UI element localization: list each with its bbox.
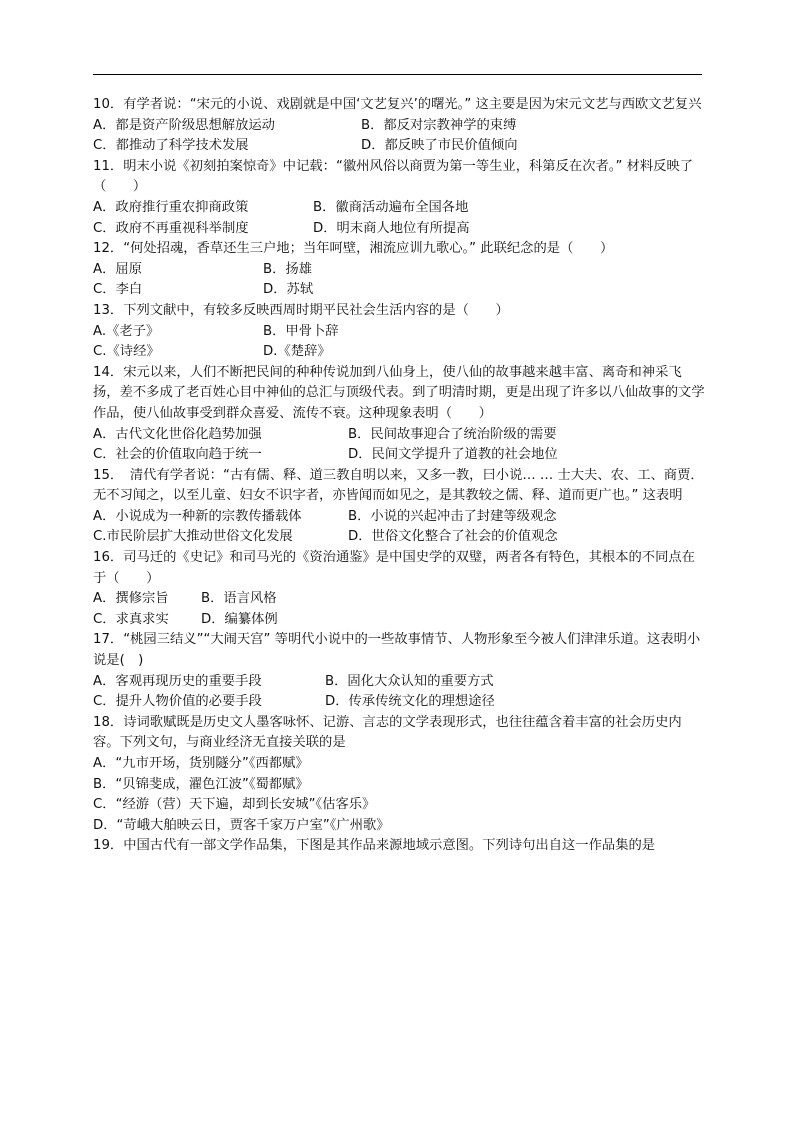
header-rule (93, 74, 702, 75)
question-stem: 10．有学者说：“宋元的小说、戏剧就是中国‘文艺复兴’的曙光。” 这主要是因为宋元文艺与西欧文艺复兴 (93, 97, 702, 112)
question-17 (93, 630, 705, 712)
option-b[interactable]: B．固化大众认知的重要方式 (325, 673, 494, 689)
option-b[interactable]: B．甲骨卜辞 (263, 323, 339, 339)
question-13 (93, 301, 705, 363)
option-a[interactable]: A．“九市开场，货别隧分”《西都赋》 (93, 756, 309, 771)
option-d[interactable]: D．民间文学提升了道教的社会地位 (348, 447, 558, 463)
option-a[interactable]: A．政府推行重农抑商政策 (93, 199, 249, 215)
question-stem: 19．中国古代有一部文学作品集，下图是其作品来源地域示意图。下列诗句出自这一作品集的是 (93, 838, 656, 854)
question-10 (93, 95, 705, 157)
option-d[interactable]: D．“苛峨大舶映云日，贾客千家万户室”《广州歌》 (93, 817, 390, 833)
question-stem: 14．宋元以来，人们不断把民间的种种传说加到八仙身上，使八仙的故事越来越丰富、离奇和神采飞扬，差不多成了老百姓心目中神仙的总汇与顶级代表。到了明清时期，更是出现了许多以八仙故事的文学作品，使八仙故事受到群众喜爱、流传不衰。这种现象表明（ ） (93, 364, 705, 421)
option-c[interactable]: C．政府不再重视科举制度 (93, 220, 249, 236)
option-b[interactable]: B．语言风格 (201, 591, 277, 607)
option-a[interactable]: A.《老子》 (93, 323, 160, 339)
option-b[interactable]: B．都反对宗教神学的束缚 (361, 117, 517, 133)
option-d[interactable]: D.《楚辞》 (263, 344, 331, 360)
question-stem: 18．诗词歌赋既是历史文人墨客咏怀、记游、言志的文学表现形式，也往往蕴含着丰富的社会历史内容。下列文句，与商业经济无直接关联的是 (93, 714, 682, 751)
question-19 (93, 836, 705, 857)
option-b[interactable]: B．小说的兴起冲击了封建等级观念 (348, 508, 557, 524)
question-stem: 13．下列文献中，有较多反映西周时期平民社会生活内容的是（ ） (93, 302, 509, 318)
option-c[interactable]: C．都推动了科学技术发展 (93, 138, 249, 154)
question-stem: 11．明末小说《初刻拍案惊奇》中记载：“徽州风俗以商贾为第一等生业，科第反在次者。” 材料反映了（ ） (93, 158, 694, 195)
question-stem: 12．“何处招魂，香草还生三户地；当年呵壁，湘流应训九歌心。” 此联纪念的是（ ） (93, 241, 614, 257)
option-c[interactable]: C．“经游（营）天下遍，却到长安城”《估客乐》 (93, 797, 376, 813)
question-14 (93, 363, 705, 466)
option-d[interactable]: D．传承传统文化的理想途径 (325, 694, 495, 710)
question-stem: 17．“桃园三结义”“大闹天宫” 等明代小说中的一些故事情节、人物形象至今被人们津津乐道。这表明小说是( ) (93, 632, 701, 669)
question-stem: 15． 清代有学者说：“古有儒、释、道三教自明以来，又多一教，曰小说… … 士大夫、农、工、商贾．无不习闻之，以至儿童、妇女不识字者，亦皆闻而如见之，是其教较之儒、释、道而更广也。” 这表明 (93, 467, 704, 504)
option-d[interactable]: D．世俗文化整合了社会的价值观念 (348, 529, 558, 545)
option-a[interactable]: A．古代文化世俗化趋势加强 (93, 426, 262, 442)
option-a[interactable]: A．撰修宗旨 (93, 591, 169, 607)
question-stem: 16．司马迁的《史记》和司马光的《资治通鉴》是中国史学的双璧，两者各有特色，其根本的不同点在于（ ） (93, 550, 695, 586)
exam-content (93, 95, 705, 857)
option-c[interactable]: C.市民阶层扩大推动世俗文化发展 (93, 529, 293, 545)
option-b[interactable]: B．徽商活动遍布全国各地 (313, 199, 469, 215)
option-b[interactable]: B．民间故事迎合了统治阶级的需要 (348, 426, 557, 442)
question-11 (93, 157, 705, 239)
option-c[interactable]: C．求真求实 (93, 611, 169, 627)
option-a[interactable]: A．屈原 (93, 261, 142, 277)
option-d[interactable]: D．苏轼 (263, 282, 314, 298)
option-c[interactable]: C.《诗经》 (93, 344, 160, 360)
question-12 (93, 239, 705, 301)
option-d[interactable]: D．都反映了市民价值倾向 (361, 138, 518, 154)
option-b[interactable]: B．“贝锦斐成，濯色江波”《蜀都赋》 (93, 776, 309, 792)
option-a[interactable]: A．都是资产阶级思想解放运动 (93, 117, 275, 133)
question-15 (93, 466, 705, 548)
option-b[interactable]: B．扬雄 (263, 261, 313, 277)
option-c[interactable]: C．提升人物价值的必要手段 (93, 694, 262, 710)
question-16 (93, 548, 705, 630)
option-d[interactable]: D．明末商人地位有所提高 (313, 220, 470, 236)
option-a[interactable]: A．客观再现历史的重要手段 (93, 673, 262, 689)
option-d[interactable]: D．编纂体例 (201, 611, 278, 627)
option-c[interactable]: C．社会的价值取向趋于统一 (93, 447, 262, 463)
option-a[interactable]: A．小说成为一种新的宗教传播载体 (93, 508, 302, 524)
question-18 (93, 713, 705, 837)
option-c[interactable]: C．李白 (93, 282, 143, 298)
